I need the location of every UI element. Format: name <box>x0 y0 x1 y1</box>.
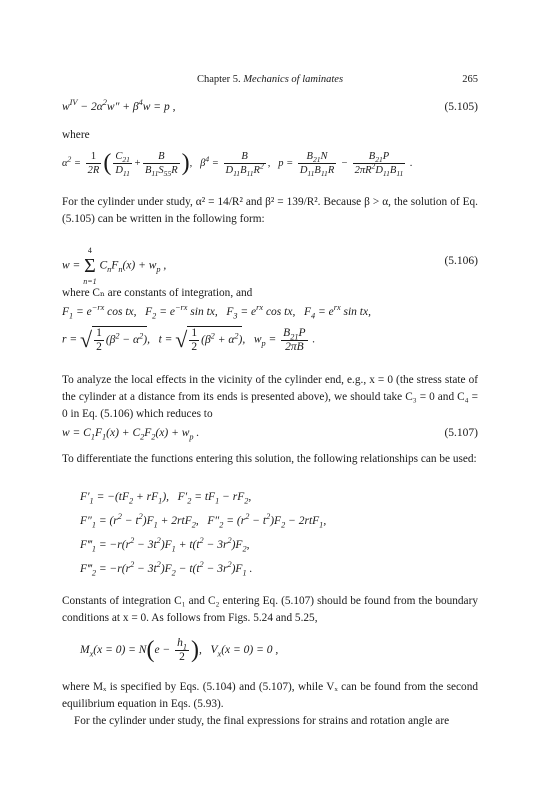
paragraph-constants: where Cₙ are constants of integration, and <box>62 287 253 299</box>
equation-body: $F''_1 = (r^2 - t^2)F_1 + 2rtF_2$, $F''_2 = (r^2 - t^2)F_2 - 2rtF_1$, <box>80 512 327 530</box>
equation-third-derivative-f1 <box>80 536 496 559</box>
equation-parameter-definitions <box>62 150 478 190</box>
chapter-title: Mechanics of laminates <box>243 74 344 85</box>
equation-second-derivatives <box>80 512 496 535</box>
page-number: 265 <box>462 74 478 85</box>
equation-basis-functions <box>62 303 478 326</box>
equation-body: $w^{IV} - 2\alpha^2w'' + \beta^4w = p$ , <box>62 98 176 113</box>
running-header <box>62 74 478 88</box>
equation-5-106 <box>62 237 478 286</box>
equation-number: (5.106) <box>444 255 478 267</box>
equation-body: w = 4 Σ n=1 $C_nF_n(x) + w_p$ , <box>62 246 167 286</box>
chapter-heading <box>62 74 478 85</box>
equation-body: r = √ $\frac{1}{2}$ $(\beta^2 - \alpha^2)$, t = √ $\frac{1}{2}$ $(\beta^2 + \alpha^2)$, $w_p$ = $\frac{B_{21}P}{2\pi B}$ . <box>62 326 316 353</box>
paragraph-local-effects: To analyze the local effects in the vicinity of the cylinder end, e.g., x = 0 (the stress state of the cylinder at a distance from its ends is presented above), we should take C₃ = 0 and C₄ = 0 in Eq. (5.106) which reduces to <box>62 374 478 420</box>
equation-boundary-conditions <box>80 637 496 667</box>
equation-5-105 <box>62 98 478 121</box>
equation-third-derivative-f2 <box>80 560 496 583</box>
equation-body: $w = C_1F_1(x) + C_2F_2(x) + w_p$ . <box>62 427 200 442</box>
equation-body: $F_1 = e^{-rx}$ cos tx, $F_2 = e^{-rx}$ sin tx, $F_3 = e^{rx}$ cos tx, $F_4 = e^{rx}$ sin tx, <box>62 303 371 321</box>
equation-5-107 <box>62 427 478 447</box>
equation-body: $\alpha^2$ = $\frac{1}{2R}$ ( $\frac{C_{21}}{D_{11}}$ + $\frac{B}{B_{11}S_{55}R}$ ), $\beta^4$ = $\frac{B}{D_{11}B_{11}R^2}$ , p = $\frac{B_{21}N}{D_{11}B_{11}R}$ − $\frac{B_{21}P}{2\pi R^2D_{11}B_{11}}$ . <box>62 150 413 179</box>
equation-r-t-wp <box>62 326 478 360</box>
equation-number: (5.107) <box>444 427 478 439</box>
equation-body: $F'_1 = -(tF_2 + rF_1)$, $F'_2 = tF_1 - rF_2$, <box>80 491 252 506</box>
paragraph-differentiate: To differentiate the functions entering this solution, the following relationships can be used: <box>62 453 477 465</box>
paragraph-where: where <box>62 129 90 141</box>
equation-first-derivatives <box>80 491 496 511</box>
paragraph-final: For the cylinder under study, the final expressions for strains and rotation angle are <box>74 715 450 727</box>
paragraph-cylinder-study: For the cylinder under study, α² = 14/R² and β² = 139/R². Because β > α, the solution of Eq. (5.105) can be written in the following form: <box>62 196 478 225</box>
equation-body: $F‴_2 = -r(r^2 - 3t^2)F_2 - t(t^2 - 3r^2)F_1$ . <box>80 560 253 578</box>
equation-number: (5.105) <box>444 101 478 113</box>
equation-body: $F‴_1 = -r(r^2 - 3t^2)F_1 + t(t^2 - 3r^2)F_2$, <box>80 536 250 554</box>
equation-body: $M_x(x = 0) = N(e$ − $\frac{h_1}{2}$ ), $V_x(x = 0) = 0$ , <box>80 637 279 663</box>
paragraph-boundary: Constants of integration C₁ and C₂ entering Eq. (5.107) should be found from the boundary conditions at x = 0. As follows from Figs. 5.24 and 5.25, <box>62 595 478 624</box>
paragraph-mx: where Mₓ is specified by Eqs. (5.104) and (5.107), while Vₓ can be found from the second equilibrium equation in Eqs. (5.93). <box>62 681 478 710</box>
chapter-label: Chapter 5. <box>196 74 241 85</box>
